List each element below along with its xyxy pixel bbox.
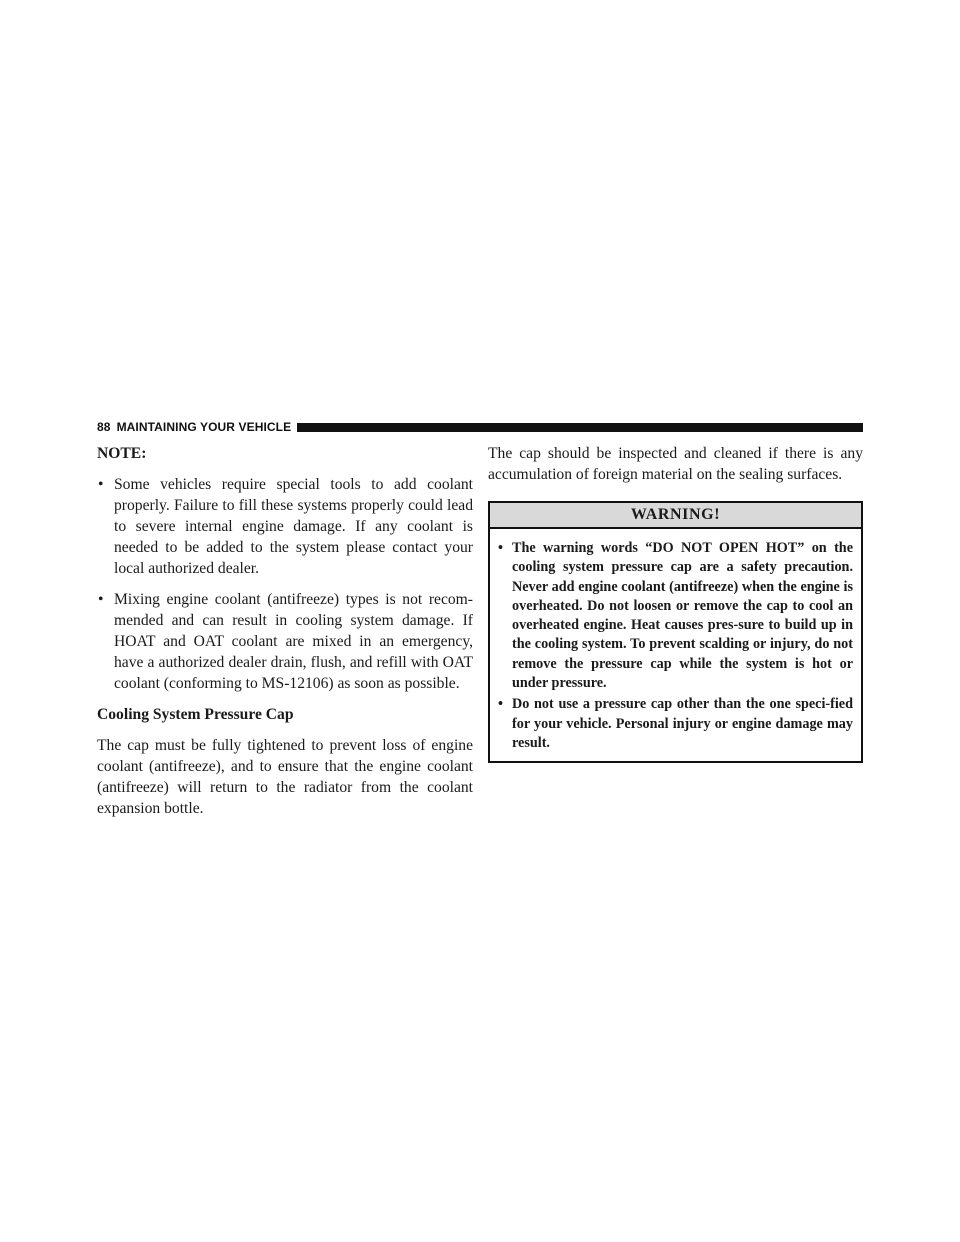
- inspection-paragraph: The cap should be inspected and cleaned if there is any accumulation of foreign material on the sealing surfaces.: [488, 445, 863, 483]
- section-heading: Cooling System Pressure Cap: [97, 706, 294, 723]
- note-bullet-1: [97, 474, 473, 579]
- warning-bullet-text: The warning words “DO NOT OPEN HOT” on the cooling system pressure cap are a safety precaution. Never add engine coolant (antifreeze) when the engine is overheated. Do not loosen or remove the cap to cool an overheated engine. Heat causes pres-sure to build up in the cooling system. To prevent scalding or injury, do not remove the pressure cap while the system is hot or under pressure.: [512, 540, 853, 692]
- header-rule: [297, 423, 863, 432]
- warning-box: [488, 501, 863, 763]
- note-bullet-text: Mixing engine coolant (antifreeze) types is not recom-mended and can result in cooling system damage. If HOAT and OAT coolant are mixed in an emergency, have a authorized dealer drain, flush, and refill with OAT coolant (conforming to MS-12106) as soon as possible.: [114, 591, 473, 692]
- note-bullet-text: Some vehicles require special tools to add coolant properly. Failure to fill these systems properly could lead to severe internal engine damage. If any coolant is needed to be added to the system please contact your local authorized dealer.: [114, 476, 473, 577]
- bullet-icon: •: [498, 696, 503, 713]
- right-column: [488, 443, 863, 763]
- note-label: NOTE:: [97, 445, 147, 462]
- warning-bullet-2: [498, 695, 853, 753]
- note-bullet-2: [97, 589, 473, 694]
- pressure-cap-paragraph: The cap must be fully tightened to prevent loss of engine coolant (antifreeze), and to ensure that the engine coolant (antifreeze) will return to the radiator from the coolant expansion bottle.: [97, 737, 473, 817]
- warning-title: WARNING!: [490, 503, 861, 529]
- left-column: [97, 443, 473, 819]
- section-title: MAINTAINING YOUR VEHICLE: [116, 420, 292, 434]
- warning-bullet-1: [498, 539, 853, 693]
- bullet-icon: •: [498, 540, 503, 556]
- bullet-icon: •: [98, 591, 104, 608]
- bullet-icon: •: [98, 476, 104, 493]
- warning-bullet-text: Do not use a pressure cap other than the one speci-fied for your vehicle. Personal injury or engine damage may result.: [512, 696, 853, 751]
- warning-body: [490, 529, 861, 761]
- page-number: 88: [97, 420, 111, 434]
- page-header: [97, 420, 863, 434]
